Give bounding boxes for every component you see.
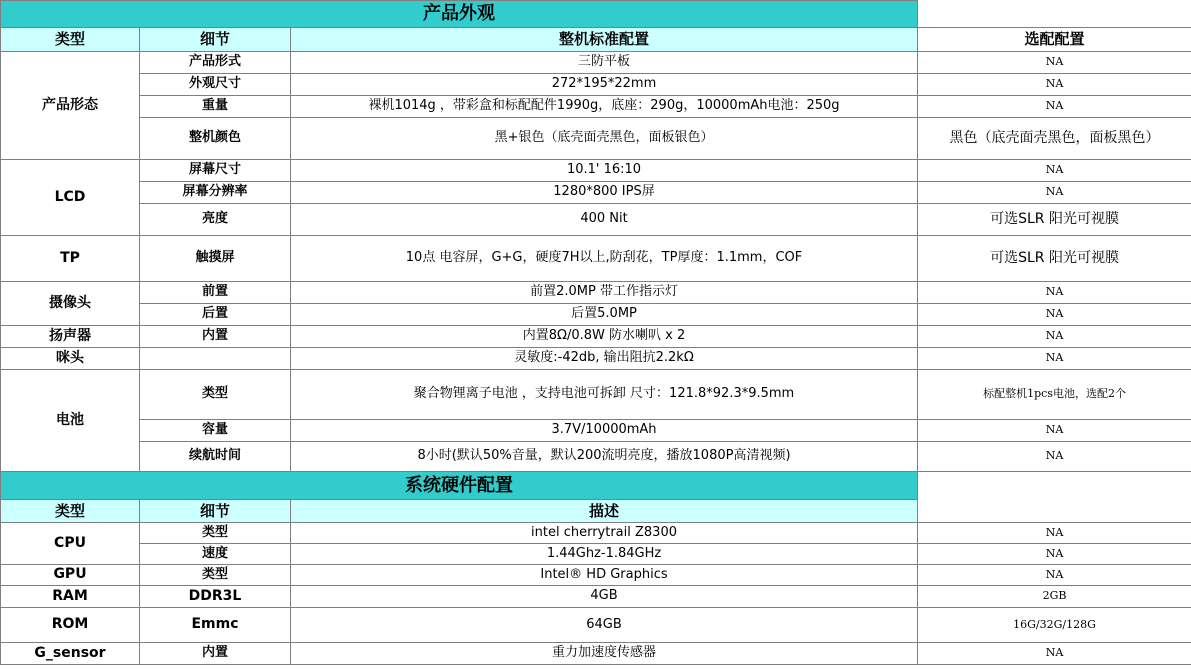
value-cell: 8小时(默认50%音量，默认200流明亮度，播放1080P高清视频) [291, 442, 918, 472]
detail-cell: 内置 [140, 326, 291, 348]
detail-cell: 重量 [140, 96, 291, 118]
option-cell: NA [918, 326, 1191, 348]
value-cell: 黑+银色（底壳面壳黑色，面板银色） [291, 118, 918, 160]
value-cell: 聚合物锂离子电池 ，支持电池可拆卸 尺寸：121.8*92.3*9.5mm [291, 370, 918, 420]
option-cell: NA [918, 304, 1191, 326]
section-title-hardware: 系统硬件配置 [1, 472, 918, 500]
category-tp: TP [1, 236, 140, 282]
detail-cell: 整机颜色 [140, 118, 291, 160]
option-cell: 可选SLR 阳光可视膜 [918, 204, 1191, 236]
detail-cell: 类型 [140, 565, 291, 586]
category-gpu: GPU [1, 565, 140, 586]
value-cell: 10.1' 16:10 [291, 160, 918, 182]
option-cell: 16G/32G/128G [918, 608, 1191, 643]
detail-cell: 前置 [140, 282, 291, 304]
detail-cell: 产品形式 [140, 52, 291, 74]
option-cell: NA [918, 160, 1191, 182]
value-cell: 内置8Ω/0.8W 防水喇叭 x 2 [291, 326, 918, 348]
option-cell: NA [918, 442, 1191, 472]
detail-cell: 触摸屏 [140, 236, 291, 282]
empty-cell [918, 1, 1191, 28]
detail-cell: 类型 [140, 523, 291, 544]
section-title-appearance: 产品外观 [1, 1, 918, 28]
value-cell: 前置2.0MP 带工作指示灯 [291, 282, 918, 304]
category-lcd: LCD [1, 160, 140, 236]
option-cell: NA [918, 523, 1191, 544]
option-cell: NA [918, 565, 1191, 586]
header-optional-config: 选配配置 [918, 28, 1191, 52]
option-cell: 可选SLR 阳光可视膜 [918, 236, 1191, 282]
detail-cell: Emmc [140, 608, 291, 643]
value-cell: 后置5.0MP [291, 304, 918, 326]
detail-cell: DDR3L [140, 586, 291, 608]
option-cell: NA [918, 182, 1191, 204]
value-cell: 64GB [291, 608, 918, 643]
category-mic: 咪头 [1, 348, 140, 370]
detail-cell [140, 348, 291, 370]
detail-cell: 亮度 [140, 204, 291, 236]
option-cell: NA [918, 643, 1191, 665]
detail-cell: 容量 [140, 420, 291, 442]
category-camera: 摄像头 [1, 282, 140, 326]
detail-cell: 续航时间 [140, 442, 291, 472]
category-product-form: 产品形态 [1, 52, 140, 160]
option-cell: NA [918, 74, 1191, 96]
header-standard-config: 整机标准配置 [291, 28, 918, 52]
detail-cell: 后置 [140, 304, 291, 326]
empty-cell [918, 500, 1191, 523]
option-cell: NA [918, 52, 1191, 74]
option-cell: NA [918, 96, 1191, 118]
value-cell: 1.44Ghz-1.84GHz [291, 544, 918, 565]
option-cell: 2GB [918, 586, 1191, 608]
detail-cell: 外观尺寸 [140, 74, 291, 96]
option-cell: 黑色（底壳面壳黑色，面板黑色） [918, 118, 1191, 160]
option-cell: NA [918, 348, 1191, 370]
header-description: 描述 [291, 500, 918, 523]
option-cell: 标配整机1pcs电池，选配2个 [918, 370, 1191, 420]
category-ram: RAM [1, 586, 140, 608]
value-cell: 400 Nit [291, 204, 918, 236]
option-cell: NA [918, 282, 1191, 304]
value-cell: 3.7V/10000mAh [291, 420, 918, 442]
value-cell: 裸机1014g ，带彩盒和标配配件1990g，底座：290g，10000mAh电池：250g [291, 96, 918, 118]
value-cell: intel cherrytrail Z8300 [291, 523, 918, 544]
detail-cell: 内置 [140, 643, 291, 665]
detail-cell: 屏幕分辨率 [140, 182, 291, 204]
value-cell: 1280*800 IPS屏 [291, 182, 918, 204]
value-cell: 272*195*22mm [291, 74, 918, 96]
header-type: 类型 [1, 500, 140, 523]
detail-cell: 屏幕尺寸 [140, 160, 291, 182]
category-gsensor: G_sensor [1, 643, 140, 665]
value-cell: 4GB [291, 586, 918, 608]
option-cell: NA [918, 420, 1191, 442]
category-rom: ROM [1, 608, 140, 643]
header-detail: 细节 [140, 28, 291, 52]
header-detail: 细节 [140, 500, 291, 523]
detail-cell: 类型 [140, 370, 291, 420]
category-cpu: CPU [1, 523, 140, 565]
option-cell: NA [918, 544, 1191, 565]
detail-cell: 速度 [140, 544, 291, 565]
value-cell: 三防平板 [291, 52, 918, 74]
category-speaker: 扬声器 [1, 326, 140, 348]
empty-cell [918, 472, 1191, 500]
category-battery: 电池 [1, 370, 140, 472]
value-cell: Intel® HD Graphics [291, 565, 918, 586]
value-cell: 重力加速度传感器 [291, 643, 918, 665]
header-type: 类型 [1, 28, 140, 52]
value-cell: 灵敏度:-42db, 输出阻抗2.2kΩ [291, 348, 918, 370]
value-cell: 10点 电容屏，G+G，硬度7H以上,防刮花，TP厚度：1.1mm，COF [291, 236, 918, 282]
